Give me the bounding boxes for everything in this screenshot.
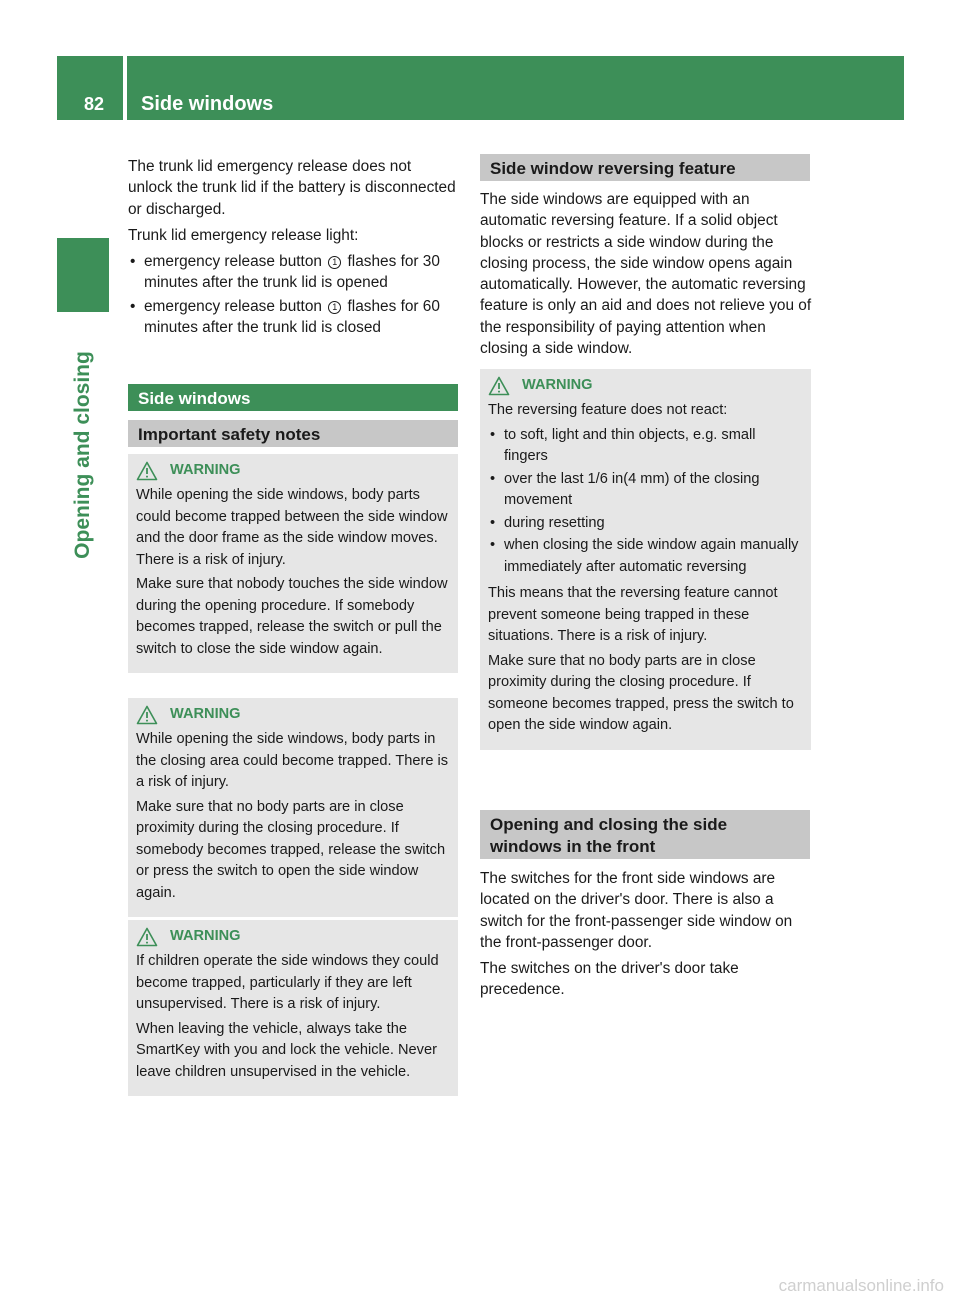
warning-triangle-icon	[136, 461, 158, 481]
warning-text: Make sure that no body parts are in close proximity during the closing procedure. If someone becomes trapped, press the switch to open the side window again.	[488, 652, 794, 733]
reversing-text-block	[480, 189, 812, 364]
warning-label: WARNING	[170, 928, 241, 945]
page-number-box	[57, 56, 123, 120]
section-header-bar	[127, 56, 904, 120]
warning-text: This means that the reversing feature cannot prevent someone being trapped in these situations. There is a risk of injury.	[488, 585, 778, 644]
left-column	[128, 156, 456, 343]
safety-heading-block	[128, 420, 458, 447]
release-light-label: Trunk lid emergency release light:	[128, 226, 359, 244]
chapter-label: Opening and closing	[71, 351, 94, 559]
side-windows-heading: Side windows	[128, 384, 458, 411]
warning-label: WARNING	[170, 706, 241, 723]
list-item: • when closing the side window again manually immediately after automatic reversing	[488, 535, 803, 578]
section-title: Side windows	[141, 93, 274, 115]
opening-heading-block	[480, 810, 810, 859]
button-number-icon: 1	[328, 256, 341, 269]
warning-text: Make sure that nobody touches the side window during the opening procedure. If somebody becomes trapped, release the switch or pull the switch to close the side window again.	[136, 576, 448, 657]
warning-header	[136, 704, 450, 726]
warning-header	[136, 460, 450, 482]
warning-text: When leaving the vehicle, always take the SmartKey with you and lock the vehicle. Never leave children unsupervised in the vehicle.	[136, 1020, 437, 1080]
release-light-list	[128, 251, 456, 338]
warning-triangle-icon	[136, 927, 158, 947]
warning-text: While opening the side windows, body parts in the closing area could become trapped. There is a risk of injury.	[136, 731, 449, 790]
warning-box	[480, 369, 811, 750]
warning-label: WARNING	[170, 462, 241, 479]
warning-text: While opening the side windows, body parts could become trapped between the side window and the door frame as the side window moves. There is a risk of injury.	[136, 487, 448, 568]
reversing-feature-heading: Side window reversing feature	[480, 154, 810, 181]
intro-paragraph: The trunk lid emergency release does not unlock the trunk lid if the battery is disconnected or discharged.	[128, 158, 456, 218]
warning-triangle-icon	[488, 376, 510, 396]
opening-paragraph: The switches on the driver's door take precedence.	[480, 960, 739, 999]
reversing-heading-block	[480, 154, 810, 181]
warning-text: The reversing feature does not react:	[488, 402, 728, 418]
warning-header	[488, 375, 803, 397]
warning-text: Make sure that no body parts are in close proximity during the closing procedure. If somebody becomes trapped, release the switch or press the switch to open the side window again.	[136, 798, 446, 901]
warning-box	[128, 698, 458, 917]
warning-text: If children operate the side windows they could become trapped, particularly if they are left unsupervised. There is a risk of injury.	[136, 953, 439, 1012]
opening-text-block	[480, 868, 812, 1006]
opening-paragraph: The switches for the front side windows are located on the driver's door. There is also a switch for the front-passenger side window on the front-passenger door.	[480, 870, 793, 951]
list-item: • emergency release button 1 flashes for 30 minutes after the trunk lid is opened	[128, 251, 456, 294]
list-item: • over the last 1/6 in(4 mm) of the closing movement	[488, 469, 803, 512]
list-item: • emergency release button 1 flashes for 60 minutes after the trunk lid is closed	[128, 296, 456, 339]
page-number: 82	[84, 94, 105, 114]
warning-box	[128, 454, 458, 673]
side-windows-heading-block	[128, 384, 458, 411]
chapter-tab-marker	[57, 238, 109, 312]
warning-triangle-icon	[136, 705, 158, 725]
footer-watermark: carmanualsonline.info	[778, 1276, 944, 1295]
list-item: • during resetting	[488, 513, 803, 535]
warning-box	[128, 920, 458, 1096]
list-item: • to soft, light and thin objects, e.g. small fingers	[488, 425, 803, 468]
warning-bullet-list	[488, 425, 803, 579]
opening-closing-heading: Opening and closing the side windows in the front	[480, 810, 810, 859]
warning-label: WARNING	[522, 377, 593, 394]
reversing-paragraph: The side windows are equipped with an automatic reversing feature. If a solid object blocks or restricts a side window during the closing process, the side window opens again automatically. However, the automatic reversing feature is only an aid and does not relieve you of the responsibility of paying attention when closing a side window.	[480, 191, 812, 358]
button-number-icon: 1	[328, 301, 341, 314]
warning-header	[136, 926, 450, 948]
safety-notes-heading: Important safety notes	[128, 420, 458, 447]
